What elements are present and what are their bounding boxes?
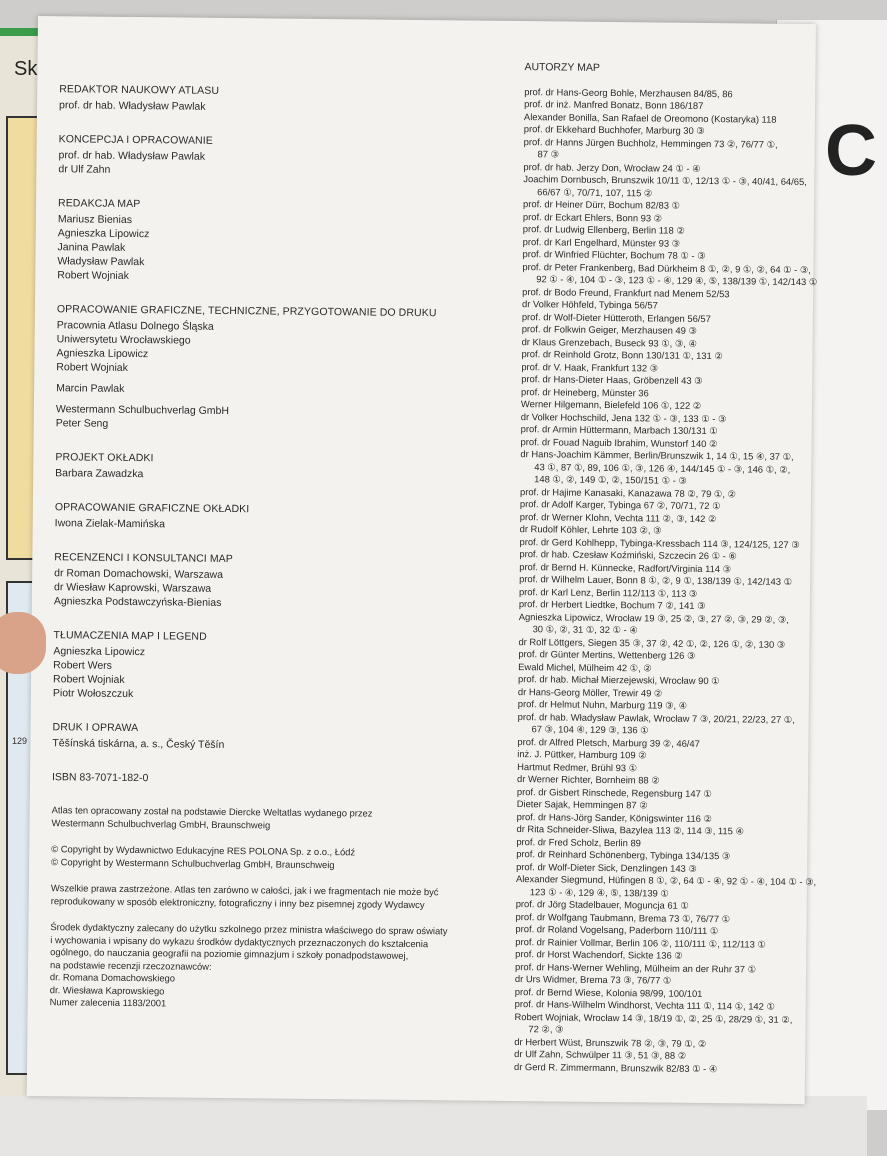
credit-line: Iwona Zielak-Mamińska (54, 517, 166, 531)
authors-column (514, 61, 825, 1076)
section-heading: DRUK I OPRAWA (52, 721, 139, 735)
author-entry: Robert Wojniak, Wrocław 14 ③, 18/19 ①, ②, 25 ①, 28/29 ①, 31 ②, (514, 1010, 793, 1025)
credit-line: Robert Wojniak (56, 361, 128, 374)
author-entry: prof. dr Herbert Liedtke, Bochum 7 ②, 141 ③ (518, 598, 706, 612)
left-page-number: 129 (12, 736, 28, 746)
author-entry: prof. dr Armin Hüttermann, Marbach 130/131 ① (520, 423, 718, 437)
section-heading: REDAKTOR NAUKOWY ATLASU (59, 83, 220, 97)
author-entry: prof. dr hab. Czesław Koźmiński, Szczecin 26 ① - ⑥ (519, 548, 737, 562)
section-heading: PROJEKT OKŁADKI (55, 451, 154, 465)
author-entry: prof. dr Fred Scholz, Berlin 89 (516, 835, 641, 848)
author-entry: prof. dr Günter Mertins, Wettenberg 126 ③ (518, 648, 696, 661)
legal-note (50, 921, 511, 1013)
colophon-page (27, 16, 816, 1104)
left-page-label: Sk (14, 58, 38, 80)
author-entry: 92 ① - ④, 104 ① - ③, 123 ① - ④, 129 ④, ⑤, 138/139 ①, 142/143 ① (536, 273, 818, 288)
note-line: i wychowania i wpisany do wykazu środków dydaktycznych przeznaczonych do kształcenia (50, 933, 429, 949)
author-entry: prof. dr Hans-Jörg Sander, Königswinter 116 ② (516, 810, 713, 824)
credit-line: Agnieszka Podstawczyńska-Bienias (53, 595, 222, 609)
author-entry: prof. dr Jörg Stadelbauer, Moguncja 61 ① (515, 898, 689, 911)
author-entry: prof. dr Roland Vogelsang, Paderborn 110/111 ① (515, 923, 719, 937)
author-entry: prof. dr Eckart Ehlers, Bonn 93 ② (522, 210, 663, 224)
note-line: dr. Romana Domachowskiego (49, 971, 176, 984)
author-entry: Hartmut Redmer, Brühl 93 ① (517, 760, 638, 773)
author-entry: prof. dr Hans-Wilhelm Windhorst, Vechta 111 ①, 114 ①, 142 ① (514, 998, 775, 1012)
section-heading: TŁUMACZENIA MAP I LEGEND (53, 629, 207, 643)
credit-line: Agnieszka Lipowicz (57, 227, 150, 241)
note-line: Numer zalecenia 1183/2001 (49, 996, 167, 1009)
credit-line: prof. dr hab. Władysław Pawlak (58, 149, 206, 163)
author-entry: prof. dr Hans-Dieter Haas, Gröbenzell 43 ③ (521, 373, 703, 386)
credit-line: Agnieszka Lipowicz (56, 347, 149, 361)
thumb (0, 612, 46, 674)
credit-section (52, 720, 512, 755)
author-entry: Alexander Siegmund, Hüfingen 8 ①, ②, 64 ① - ④, 92 ① - ④, 104 ① - ③, (515, 873, 817, 888)
credit-line: Janina Pawlak (57, 241, 126, 254)
credit-line: Peter Seng (55, 417, 109, 430)
table-surface (0, 1096, 867, 1156)
credit-line: Těšínská tiskárna, a. s., Český Těšín (52, 737, 225, 751)
author-entry: prof. dr Rainier Vollmar, Berlin 106 ②, 110/111 ①, 112/113 ① (515, 935, 766, 950)
author-entry: 66/67 ①, 70/71, 107, 115 ② (537, 185, 653, 198)
author-entry: prof. dr Bernd Wiese, Kolonia 98/99, 100/101 (514, 985, 703, 999)
note-line: dr. Wiesława Kaprowskiego (49, 983, 165, 996)
right-page-letter: C (825, 111, 877, 191)
author-entry: prof. dr Reinhard Schönenberg, Tybinga 134/135 ③ (516, 848, 731, 862)
credit-line: Mariusz Bienias (57, 213, 133, 226)
author-entry: prof. dr Heiner Dürr, Bochum 82/83 ① (523, 198, 681, 211)
note-line: na podstawie recenzji rzeczoznawców: (50, 958, 212, 972)
section-heading: KONCEPCJA I OPRACOWANIE (58, 133, 213, 147)
author-entry: Dieter Sajak, Hemmingen 87 ② (516, 798, 648, 811)
author-entry: Joachim Dornbusch, Brunszwik 10/11 ①, 12/13 ① - ③, 40/41, 64/65, (523, 173, 807, 188)
author-entry: prof. dr Hajime Kanasaki, Kanazawa 78 ②, 79 ①, ② (519, 485, 737, 499)
author-entry: prof. dr Ludwig Ellenberg, Berlin 118 ② (522, 223, 685, 236)
legal-note (51, 804, 511, 834)
author-entry: prof. dr hab. Władysław Pawlak, Wrocław 7 ③, 20/21, 22/23, 27 ①, (517, 710, 795, 725)
author-entry: prof. dr Wolfgang Taubmann, Brema 73 ①, 76/77 ① (515, 910, 731, 924)
credit-line: dr Wiesław Kaprowski, Warszawa (53, 581, 212, 595)
note-line: reprodukowany w sposób elektroniczny, fotograficzny i inny bez pisemnej zgody Wydawcy (50, 894, 425, 910)
isbn: ISBN 83-7071-182-0 (51, 771, 149, 785)
author-entry: 72 ②, ③ (528, 1023, 564, 1035)
credit-section (54, 550, 515, 613)
section-heading: REDAKCJA MAP (57, 197, 141, 211)
author-entry: prof. dr Hans-Werner Wehling, Mülheim an der Ruhr 37 ① (515, 960, 757, 975)
author-entry: prof. dr Helmut Nuhn, Marburg 119 ③, ④ (517, 698, 688, 711)
note-line: Wszelkie prawa zastrzeżone. Atlas ten zarówno w całości, jak i we fragmentach nie może być (50, 882, 439, 898)
author-entry: inż. J. Püttker, Hamburg 109 ② (517, 748, 647, 761)
section-heading: RECENZENCI I KONSULTANCI MAP (54, 551, 233, 566)
author-entry: prof. dr inż. Manfred Bonatz, Bonn 186/187 (524, 98, 704, 111)
author-entry: dr Urs Widmer, Brema 73 ③, 76/77 ① (514, 973, 672, 986)
credit-section (59, 82, 519, 117)
author-entry: 87 ③ (537, 148, 560, 160)
author-entry: dr Volker Höhfeld, Tybinga 56/57 (521, 298, 658, 311)
author-entry: Ewald Michel, Mülheim 42 ①, ② (518, 660, 652, 673)
author-entry: Werner Hilgemann, Bielefeld 106 ①, 122 ② (520, 398, 702, 411)
author-entry: 123 ① - ④, 129 ④, ⑤, 138/139 ① (529, 885, 669, 899)
credit-line: Westermann Schulbuchverlag GmbH (55, 403, 230, 418)
credit-line: Pracownia Atlasu Dolnego Śląska (56, 319, 214, 333)
credit-line: Uniwersytetu Wrocławskiego (56, 333, 191, 347)
author-entry: prof. dr hab. Jerzy Don, Wrocław 24 ① - ④ (523, 160, 701, 174)
author-entry: Agnieszka Lipowicz, Wrocław 19 ③, 25 ②, ③, 27 ②, ③, 29 ②, ③, (518, 610, 790, 625)
author-entry: 67 ③, 104 ④, 129 ③, 136 ① (531, 723, 649, 736)
author-entry: prof. dr Karl Lenz, Berlin 112/113 ①, 113 ③ (518, 585, 698, 599)
credit-line: Barbara Zawadzka (55, 467, 144, 481)
author-entry: prof. dr Adolf Karger, Tybinga 67 ②, 70/71, 72 ① (519, 498, 721, 512)
note-line: © Copyright by Westermann Schulbuchverlag GmbH, Braunschweig (51, 855, 335, 870)
author-entry: prof. dr Wolf-Dieter Hütteroth, Erlangen 56/57 (521, 310, 711, 324)
credit-line: dr Ulf Zahn (58, 163, 111, 176)
author-entry: prof. dr Karl Engelhard, Münster 93 ③ (522, 235, 681, 249)
legal-note (51, 843, 511, 873)
credit-section (58, 132, 518, 181)
credits-column (49, 82, 519, 1027)
credit-line: prof. dr hab. Władysław Pawlak (59, 99, 206, 113)
author-entry: prof. dr Wolf-Dieter Sick, Denzlingen 143 ③ (516, 860, 697, 874)
author-entry: dr Rudolf Köhler, Lehrte 103 ②, ③ (519, 523, 662, 536)
credit-line: Robert Wojniak (52, 673, 125, 686)
author-entry: 148 ①, ②, 149 ①, ②, 150/151 ① - ③ (534, 473, 687, 486)
author-entry: prof. dr Gisbert Rinschede, Regensburg 147 ① (516, 785, 712, 799)
author-entry: dr Gerd R. Zimmermann, Brunszwik 82/83 ① - ④ (513, 1060, 718, 1074)
credit-line: Robert Wers (53, 659, 113, 672)
credit-line: Władysław Pawlak (57, 255, 145, 269)
author-entry: dr Herbert Wüst, Brunszwik 78 ②, ③, 79 ①, ② (514, 1035, 707, 1049)
credit-section (56, 302, 517, 435)
credit-line: Piotr Wołoszczuk (52, 687, 134, 701)
legal-note (51, 882, 511, 912)
author-entry: prof. dr Reinhold Grotz, Bonn 130/131 ①, 131 ② (521, 348, 723, 362)
credit-section (55, 500, 515, 535)
author-entry: dr Hans-Joachim Kämmer, Berlin/Brunszwik 1, 14 ①, 15 ④, 37 ①, (520, 448, 794, 462)
author-entry: prof. dr Horst Wachendorf, Sickte 136 ② (515, 948, 683, 961)
author-entry: 43 ①, 87 ①, 89, 106 ①, ③, 126 ④, 144/145 ① - ③, 146 ①, ②, (534, 460, 791, 475)
author-entry: prof. dr V. Haak, Frankfurt 132 ③ (521, 360, 659, 374)
author-entry: prof. dr hab. Michał Mierzejewski, Wrocław 90 ① (518, 673, 720, 687)
note-line: Atlas ten opracowany został na podstawie Diercke Weltatlas wydanego przez (51, 804, 373, 819)
credit-line: Robert Wojniak (57, 269, 129, 282)
author-entry: dr Hans-Georg Möller, Trewir 49 ② (517, 685, 663, 699)
author-entry: prof. dr Hanns Jürgen Buchholz, Hemmingen 73 ②, 76/77 ①, (523, 135, 778, 150)
author-entry: prof. dr Folkwin Geiger, Merzhausen 49 ③ (521, 323, 697, 336)
author-entry: prof. dr Winfried Flüchter, Bochum 78 ① - ③ (522, 248, 706, 262)
credit-section (57, 196, 518, 287)
author-entry: prof. dr Wilhelm Lauer, Bonn 8 ①, ②, 9 ①, 138/139 ①, 142/143 ① (519, 573, 793, 587)
author-entry: prof. dr Peter Frankenberg, Bad Dürkheim 8 ①, ②, 9 ①, ②, 64 ① - ③, (522, 260, 812, 275)
author-entry: Alexander Bonilla, San Rafael de Oreomono (Kostaryka) 118 (523, 110, 777, 125)
author-entry: dr Werner Richter, Bornheim 88 ② (516, 773, 660, 786)
note-line: Westermann Schulbuchverlag GmbH, Braunschweig (51, 816, 271, 830)
author-entry: prof. dr Gerd Kohlhepp, Tybinga-Kressbach 114 ③, 124/125, 127 ③ (519, 535, 800, 550)
credit-line: dr Roman Domachowski, Warszawa (54, 567, 224, 581)
author-entry: prof. dr Hans-Georg Bohle, Merzhausen 84/85, 86 (524, 85, 733, 99)
author-entry: prof. dr Ekkehard Buchhofer, Marburg 30 ③ (523, 123, 705, 136)
author-entry: prof. dr Alfred Pletsch, Marburg 39 ②, 46/47 (517, 735, 700, 749)
author-entry: dr Rita Schneider-Sliwa, Bazylea 113 ②, 114 ③, 115 ④ (516, 823, 744, 837)
author-entry: dr Rolf Löttgers, Siegen 35 ③, 37 ②, 42 ①, ②, 126 ①, ②, 130 ③ (518, 635, 786, 650)
credit-line: Marcin Pawlak (56, 382, 125, 395)
note-line: ogólnego, do nauczania geografii na poziomie gimnazjum i szkoły ponadpodstawowej, (50, 946, 409, 961)
author-entry: dr Ulf Zahn, Schwülper 11 ③, 51 ③, 88 ② (514, 1048, 687, 1061)
author-entry: dr Volker Hochschild, Jena 132 ① - ③, 133 ① - ③ (520, 410, 727, 424)
author-entry: prof. dr Werner Klohn, Vechta 111 ②, ③, 142 ② (519, 510, 717, 524)
section-heading: OPRACOWANIE GRAFICZNE, TECHNICZNE, PRZYGOTOWANIE DO DRUKU (56, 303, 437, 320)
author-entry: dr Klaus Grenzebach, Buseck 93 ①, ③, ④ (521, 335, 697, 349)
author-entry: prof. dr Bodo Freund, Frankfurt nad Menem 52/53 (522, 285, 730, 299)
credit-section (53, 628, 514, 705)
credit-line: Agnieszka Lipowicz (53, 645, 146, 659)
credit-section (55, 450, 515, 485)
note-line: © Copyright by Wydawnictwo Edukacyjne RES POLONA Sp. z o.o., Łódź (51, 843, 356, 858)
author-entry: 30 ①, ②, 31 ①, 32 ① - ④ (532, 623, 638, 636)
section-heading: OPRACOWANIE GRAFICZNE OKŁADKI (54, 501, 250, 516)
author-entry: prof. dr Fouad Naguib Ibrahim, Wunstorf 140 ② (520, 435, 718, 449)
author-entry: prof. dr Bernd H. Künnecke, Radfort/Virginia 114 ③ (519, 560, 732, 574)
author-entry: prof. dr Heineberg, Münster 36 (521, 385, 649, 398)
authors-list (514, 86, 824, 1077)
authors-heading: AUTORZY MAP (524, 61, 601, 74)
note-line: Środek dydaktyczny zalecany do użytku szkolnego przez ministra właściwego do spraw oświaty (50, 921, 448, 937)
